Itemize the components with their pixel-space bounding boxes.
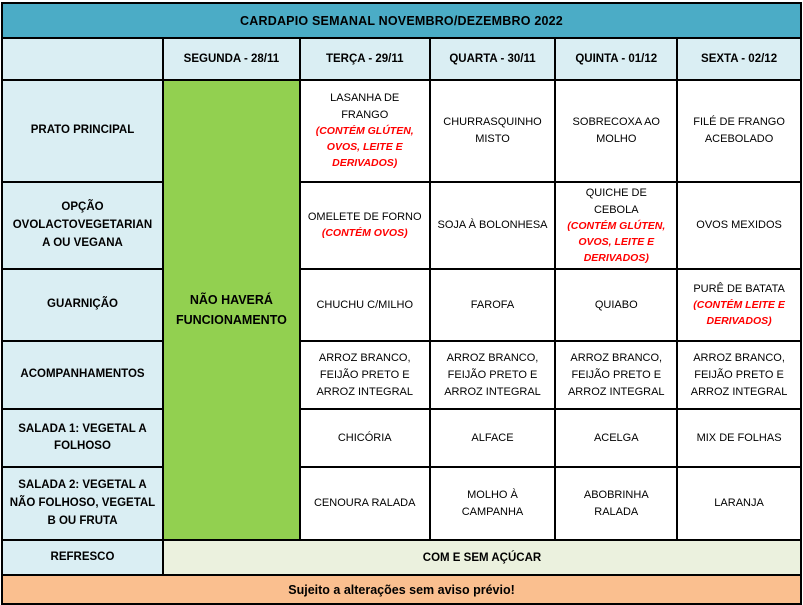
cell-prato-quarta: CHURRASQUINHO MISTO [430,80,556,182]
cell-acomp-sexta: ARROZ BRANCO, FEIJÃO PRETO E ARROZ INTEGRAL [677,341,801,409]
title-row [2,3,801,38]
day-header-sexta: SEXTA - 02/12 [677,38,801,80]
row-label-salada-2: SALADA 2: VEGETAL A NÃO FOLHOSO, VEGETAL B OU FRUTA [2,467,163,540]
food-text: PURÊ DE BATATA [693,283,785,296]
cell-guarnicao-quinta: QUIABO [555,269,677,341]
day-header-row [2,38,801,80]
food-text: OMELETE DE FORNO [307,211,422,224]
cell-prato-quinta: SOBRECOXA AO MOLHO [555,80,677,182]
cell-refresco-value: COM E SEM AÇÚCAR [163,540,801,575]
cell-opcao-quarta: SOJA À BOLONHESA [430,182,556,269]
day-header-quarta: QUARTA - 30/11 [430,38,556,80]
row-salada-2 [2,467,801,540]
corner-cell [2,38,163,80]
row-prato-principal [2,80,801,182]
food-text: LASANHA DE FRANGO [330,92,400,122]
day-header-segunda: SEGUNDA - 28/11 [163,38,300,80]
allergen-note: (CONTÉM LEITE E DERIVADOS) [693,299,785,327]
footer-notice: Sujeito a alterações sem aviso prévio! [2,575,801,604]
row-salada-1 [2,409,801,467]
day-header-terca: TERÇA - 29/11 [300,38,430,80]
allergen-note: (CONTÉM OVOS) [321,227,408,240]
cell-salada1-quinta: ACELGA [555,409,677,467]
cell-salada1-sexta: MIX DE FOLHAS [677,409,801,467]
cell-guarnicao-quarta: FAROFA [430,269,556,341]
footer-row [2,575,801,604]
cell-salada2-quinta: ABOBRINHA RALADA [555,467,677,540]
cell-acomp-quinta: ARROZ BRANCO, FEIJÃO PRETO E ARROZ INTEGRAL [555,341,677,409]
cell-salada2-quarta: MOLHO À CAMPANHA [430,467,556,540]
cell-acomp-quarta: ARROZ BRANCO, FEIJÃO PRETO E ARROZ INTEGRAL [430,341,556,409]
row-label-refresco: REFRESCO [2,540,163,575]
cell-salada1-terca: CHICÓRIA [300,409,430,467]
row-refresco [2,540,801,575]
row-label-acompanhamentos: ACOMPANHAMENTOS [2,341,163,409]
allergen-note: (CONTÉM GLÚTEN, OVOS, LEITE E DERIVADOS) [567,220,666,264]
food-text: QUICHE DE CEBOLA [585,187,647,217]
page-title: CARDAPIO SEMANAL NOVEMBRO/DEZEMBRO 2022 [2,3,801,38]
cell-salada1-quarta: ALFACE [430,409,556,467]
cell-guarnicao-sexta [677,269,801,341]
allergen-note: (CONTÉM GLÚTEN, OVOS, LEITE E DERIVADOS) [315,125,414,169]
cell-opcao-terca [300,182,430,269]
cell-opcao-quinta [555,182,677,269]
cell-prato-terca [300,80,430,182]
cell-opcao-sexta: OVOS MEXIDOS [677,182,801,269]
row-label-salada-1: SALADA 1: VEGETAL A FOLHOSO [2,409,163,467]
row-label-guarnicao: GUARNIÇÃO [2,269,163,341]
row-guarnicao [2,269,801,341]
cell-acomp-terca: ARROZ BRANCO, FEIJÃO PRETO E ARROZ INTEGRAL [300,341,430,409]
day-header-quinta: QUINTA - 01/12 [555,38,677,80]
weekly-menu-table [1,2,802,605]
cell-guarnicao-terca: CHUCHU C/MILHO [300,269,430,341]
cell-salada2-sexta: LARANJA [677,467,801,540]
row-opcao-vegetariana [2,182,801,269]
cell-prato-sexta: FILÉ DE FRANGO ACEBOLADO [677,80,801,182]
row-label-opcao-vegetariana: OPÇÃO OVOLACTOVEGETARIANA OU VEGANA [2,182,163,269]
cell-salada2-terca: CENOURA RALADA [300,467,430,540]
row-label-prato-principal: PRATO PRINCIPAL [2,80,163,182]
row-acompanhamentos [2,341,801,409]
monday-closed-notice: NÃO HAVERÁ FUNCIONAMENTO [163,80,300,540]
